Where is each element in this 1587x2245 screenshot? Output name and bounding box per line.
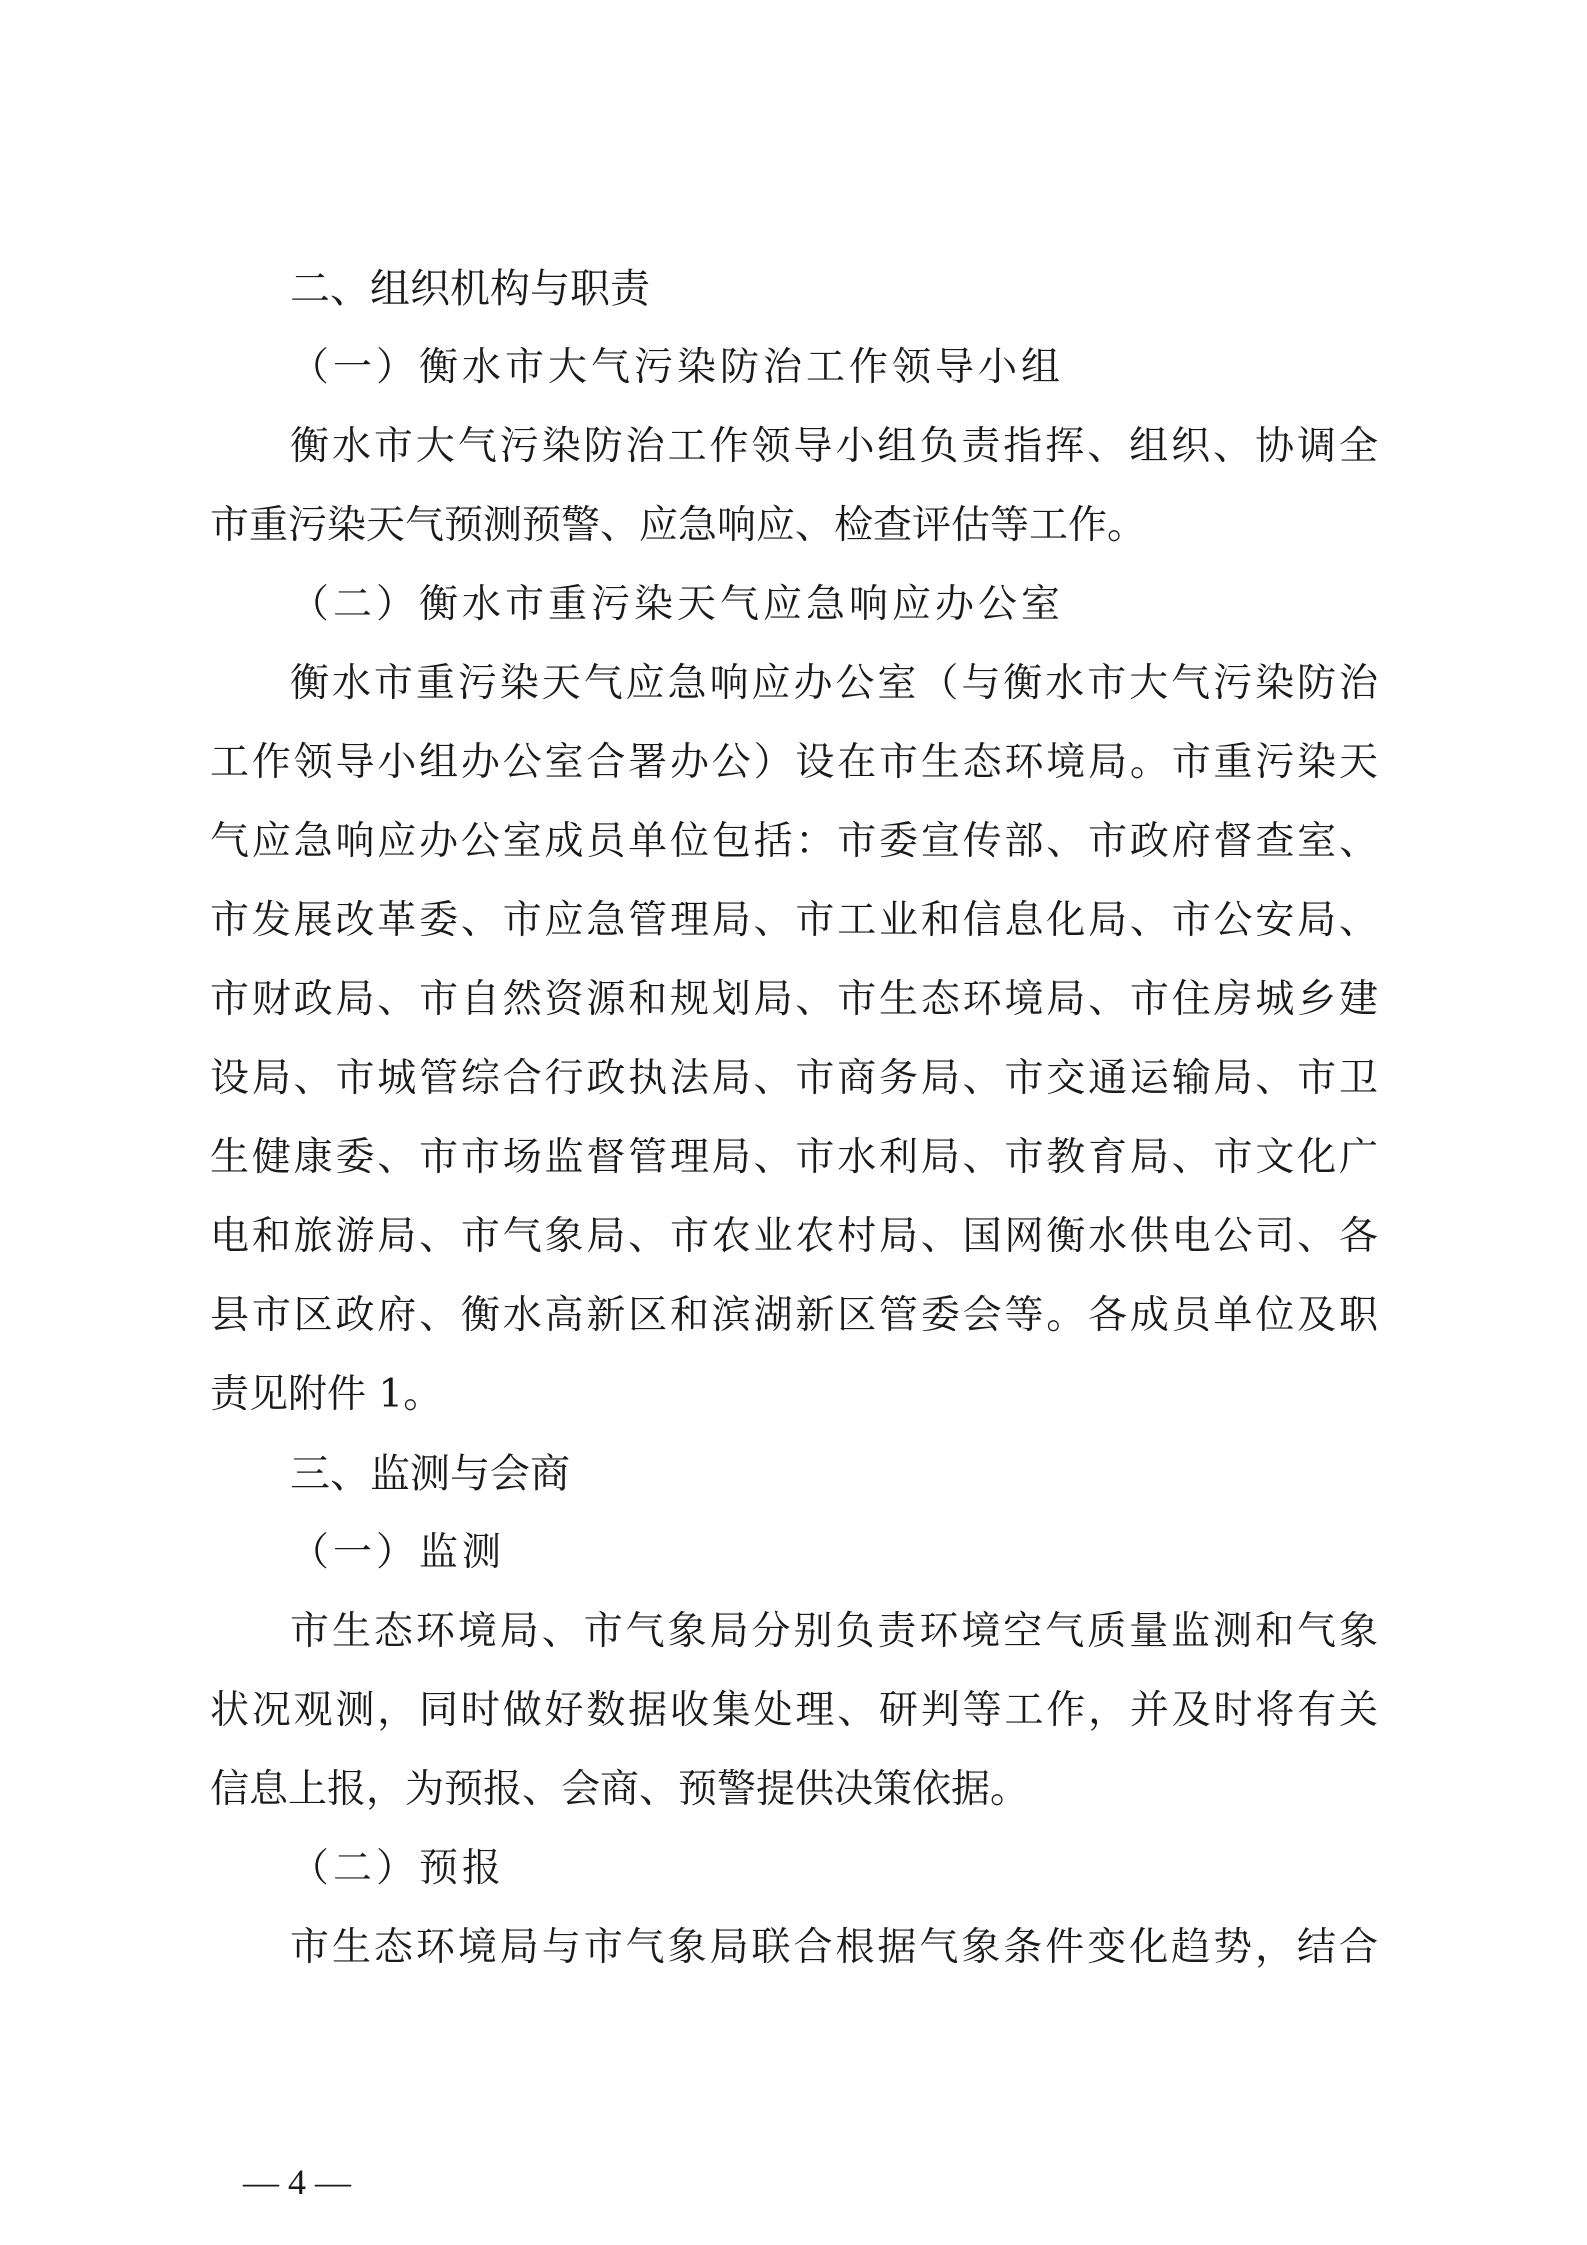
paragraph-line: 工作领导小组办公室合署办公）设在市生态环境局。市重污染天 [210,740,1378,785]
paragraph-line: 市生态环境局与市气象局联合根据气象条件变化趋势，结合 [290,1925,1378,1970]
paragraph-line: 县市区政府、衡水高新区和滨湖新区管委会等。各成员单位及职 [210,1293,1378,1338]
subsection-heading-monitoring: （一）监测 [290,1530,506,1575]
page-number: — 4 — [243,2162,351,2202]
paragraph-line: 衡水市大气污染防治工作领导小组负责指挥、组织、协调全 [290,424,1378,469]
paragraph-line: 衡水市重污染天气应急响应办公室（与衡水市大气污染防治 [290,661,1378,706]
paragraph-line: 设局、市城管综合行政执法局、市商务局、市交通运输局、市卫 [210,1056,1378,1101]
subsection-heading-leading-group: （一）衡水市大气污染防治工作领导小组 [290,345,1065,390]
paragraph-line: 状况观测，同时做好数据收集处理、研判等工作，并及时将有关 [210,1688,1378,1733]
paragraph-line: 气应急响应办公室成员单位包括：市委宣传部、市政府督查室、 [210,819,1378,864]
paragraph-line: 市发展改革委、市应急管理局、市工业和信息化局、市公安局、 [210,898,1378,943]
paragraph-line: 电和旅游局、市气象局、市农业农村局、国网衡水供电公司、各 [210,1214,1378,1259]
subsection-heading-response-office: （二）衡水市重污染天气应急响应办公室 [290,582,1065,627]
paragraph-line: 市重污染天气预测预警、应急响应、检查评估等工作。 [210,503,1147,548]
section-heading-organization: 二、组织机构与职责 [290,266,650,312]
paragraph-line: 市财政局、市自然资源和规划局、市生态环境局、市住房城乡建 [210,977,1378,1022]
section-heading-monitoring: 三、监测与会商 [290,1451,570,1497]
subsection-heading-forecast: （二）预报 [290,1846,506,1891]
paragraph-line: 生健康委、市市场监督管理局、市水利局、市教育局、市文化广 [210,1135,1378,1180]
paragraph-line: 责见附件 1。 [210,1372,443,1417]
paragraph-line: 市生态环境局、市气象局分别负责环境空气质量监测和气象 [290,1609,1378,1654]
paragraph-line: 信息上报，为预报、会商、预警提供决策依据。 [210,1767,1030,1812]
